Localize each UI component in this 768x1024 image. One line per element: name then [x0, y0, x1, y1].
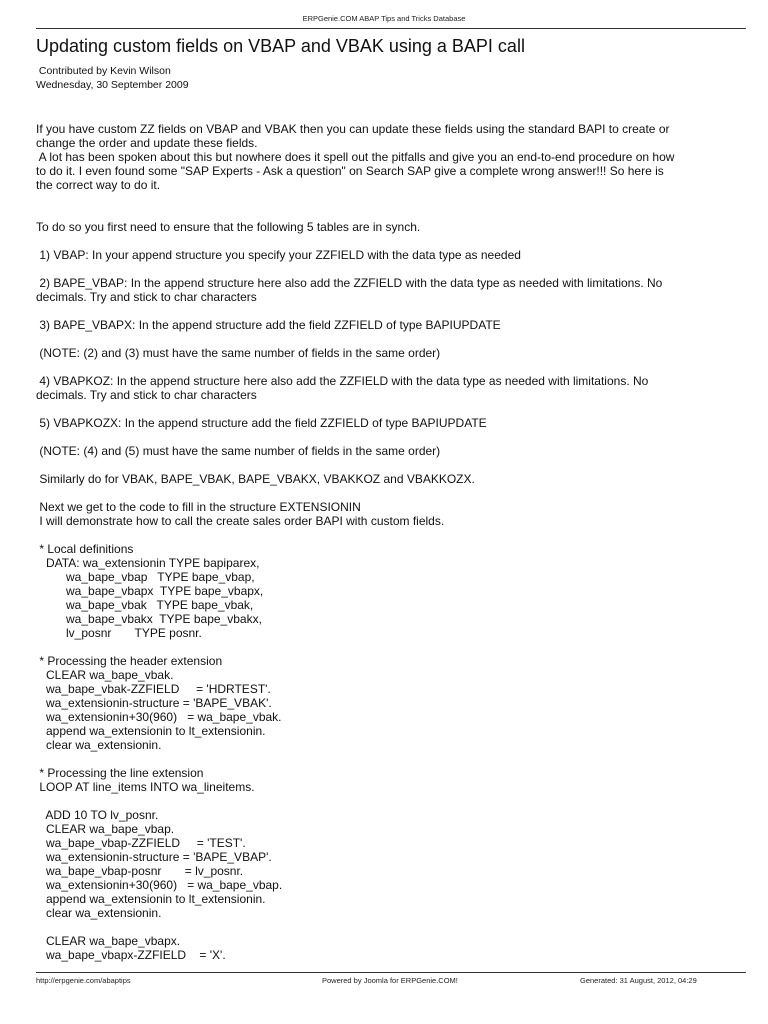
- article-contributor: Contributed by Kevin Wilson: [36, 65, 171, 77]
- body-line: CLEAR wa_bape_vbak.: [36, 668, 174, 682]
- footer-divider: [36, 972, 746, 973]
- body-line: the correct way to do it.: [36, 178, 161, 192]
- body-line: decimals. Try and stick to char characters: [36, 290, 257, 304]
- article-meta: [36, 65, 189, 93]
- body-line: * Local definitions: [36, 542, 134, 556]
- body-line: to do it. I even found some "SAP Experts - Ask a question" on Search SAP give a complete wrong answer!!! So here is: [36, 164, 664, 178]
- footer-powered-by: Powered by Joomla for ERPGenie.COM!: [322, 976, 458, 985]
- blank-line: [36, 192, 736, 206]
- body-line: append wa_extensionin to lt_extensionin.: [36, 892, 266, 906]
- blank-line: [36, 794, 736, 808]
- body-line: (NOTE: (4) and (5) must have the same number of fields in the same order): [36, 444, 441, 458]
- body-line: (NOTE: (2) and (3) must have the same number of fields in the same order): [36, 346, 441, 360]
- blank-line: [36, 402, 736, 416]
- body-line: decimals. Try and stick to char characters: [36, 388, 257, 402]
- body-line: wa_bape_vbap TYPE bape_vbap,: [36, 570, 255, 584]
- body-line: wa_extensionin+30(960) = wa_bape_vbap.: [36, 878, 283, 892]
- body-line: Next we get to the code to fill in the structure EXTENSIONIN: [36, 500, 361, 514]
- body-line: 3) BAPE_VBAPX: In the append structure add the field ZZFIELD of type BAPIUPDATE: [36, 318, 501, 332]
- body-line: LOOP AT line_items INTO wa_lineitems.: [36, 780, 255, 794]
- body-line: clear wa_extensionin.: [36, 738, 162, 752]
- body-line: wa_extensionin-structure = 'BAPE_VBAK'.: [36, 696, 272, 710]
- page-header: ERPGenie.COM ABAP Tips and Tricks Database: [302, 14, 466, 23]
- body-line: clear wa_extensionin.: [36, 906, 162, 920]
- body-line: wa_bape_vbakx TYPE bape_vbakx,: [36, 612, 262, 626]
- article-title: Updating custom fields on VBAP and VBAK using a BAPI call: [36, 36, 525, 56]
- body-line: If you have custom ZZ fields on VBAP and VBAK then you can update these fields using the standard BAPI to create or: [36, 122, 670, 136]
- body-line: wa_bape_vbak TYPE bape_vbak,: [36, 598, 254, 612]
- body-line: 1) VBAP: In your append structure you specify your ZZFIELD with the data type as needed: [36, 248, 521, 262]
- body-line: 5) VBAPKOZX: In the append structure add the field ZZFIELD of type BAPIUPDATE: [36, 416, 487, 430]
- body-line: wa_bape_vbapx-ZZFIELD = 'X'.: [36, 948, 226, 962]
- article-body: [36, 122, 736, 962]
- blank-line: [36, 234, 736, 248]
- blank-line: [36, 640, 736, 654]
- body-line: CLEAR wa_bape_vbap.: [36, 822, 175, 836]
- body-line: wa_extensionin+30(960) = wa_bape_vbak.: [36, 710, 282, 724]
- body-line: wa_bape_vbapx TYPE bape_vbapx,: [36, 584, 264, 598]
- blank-line: [36, 458, 736, 472]
- body-line: DATA: wa_extensionin TYPE bapiparex,: [36, 556, 260, 570]
- body-line: To do so you first need to ensure that the following 5 tables are in synch.: [36, 220, 421, 234]
- header-divider: [36, 28, 746, 29]
- blank-line: [36, 430, 736, 444]
- blank-line: [36, 920, 736, 934]
- body-line: 4) VBAPKOZ: In the append structure here also add the ZZFIELD with the data type as needed with limitations. No: [36, 374, 649, 388]
- blank-line: [36, 332, 736, 346]
- blank-line: [36, 486, 736, 500]
- blank-line: [36, 262, 736, 276]
- body-line: Similarly do for VBAK, BAPE_VBAK, BAPE_VBAKX, VBAKKOZ and VBAKKOZX.: [36, 472, 475, 486]
- body-line: 2) BAPE_VBAP: In the append structure here also add the ZZFIELD with the data type as needed with limitations. No: [36, 276, 663, 290]
- body-line: * Processing the header extension: [36, 654, 223, 668]
- body-line: wa_bape_vbak-ZZFIELD = 'HDRTEST'.: [36, 682, 271, 696]
- body-line: change the order and update these fields.: [36, 136, 258, 150]
- body-line: ADD 10 TO lv_posnr.: [36, 808, 159, 822]
- blank-line: [36, 752, 736, 766]
- body-line: * Processing the line extension: [36, 766, 204, 780]
- footer-url: http://erpgenie.com/abaptips: [36, 976, 131, 985]
- body-line: wa_bape_vbap-ZZFIELD = 'TEST'.: [36, 836, 246, 850]
- body-line: A lot has been spoken about this but nowhere does it spell out the pitfalls and give you an end-to-end procedure on how: [36, 150, 675, 164]
- article-date: Wednesday, 30 September 2009: [36, 79, 189, 91]
- body-line: I will demonstrate how to call the create sales order BAPI with custom fields.: [36, 514, 445, 528]
- body-line: append wa_extensionin to lt_extensionin.: [36, 724, 266, 738]
- body-line: wa_bape_vbap-posnr = lv_posnr.: [36, 864, 244, 878]
- blank-line: [36, 206, 736, 220]
- blank-line: [36, 528, 736, 542]
- body-line: wa_extensionin-structure = 'BAPE_VBAP'.: [36, 850, 272, 864]
- footer-generated: Generated: 31 August, 2012, 04:29: [580, 976, 697, 985]
- blank-line: [36, 304, 736, 318]
- body-line: lv_posnr TYPE posnr.: [36, 626, 202, 640]
- body-line: CLEAR wa_bape_vbapx.: [36, 934, 181, 948]
- blank-line: [36, 360, 736, 374]
